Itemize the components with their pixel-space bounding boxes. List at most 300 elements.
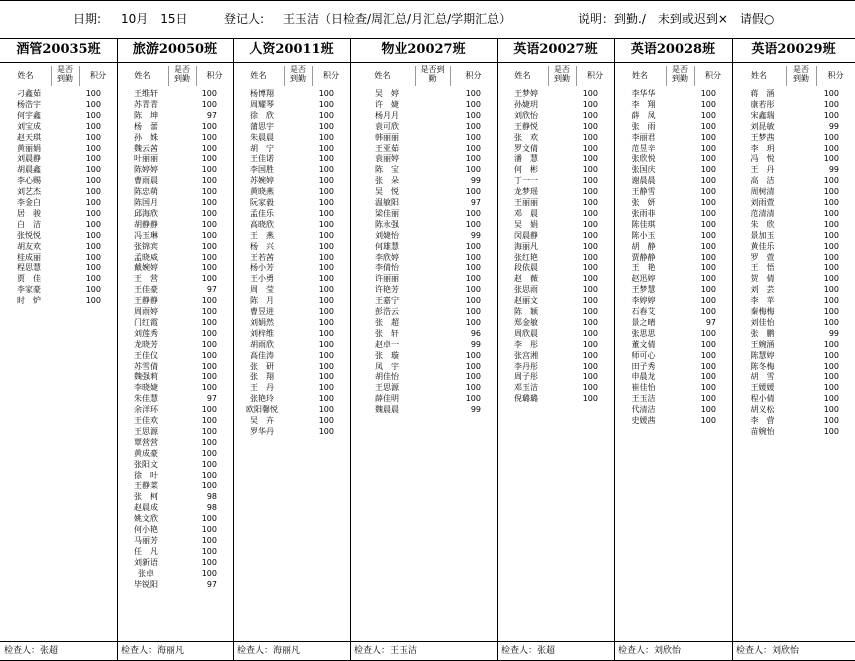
student-score: 100 xyxy=(582,198,598,207)
student-score: 99 xyxy=(470,339,481,349)
student-score: 100 xyxy=(823,394,839,404)
student-score: 100 xyxy=(85,176,101,186)
student-name: 苏婉婷 xyxy=(250,176,274,186)
student-name: 欧阳馨悦 xyxy=(246,405,278,415)
student-name: 赵丽文 xyxy=(514,296,538,306)
student-name: 薛佳明 xyxy=(375,394,399,404)
inspector-label: 检查人：海丽凡 xyxy=(121,646,185,656)
student-score: 100 xyxy=(700,143,716,153)
student-score: 100 xyxy=(582,208,598,218)
student-name: 王梦茜 xyxy=(750,132,775,142)
student-name: 龙晓芳 xyxy=(134,339,158,349)
student-name: 张 超 xyxy=(375,317,399,327)
student-score: 100 xyxy=(201,99,217,109)
student-score: 100 xyxy=(85,143,101,153)
student-name: 袁可欣 xyxy=(375,121,399,131)
student-name: 许艳芳 xyxy=(375,285,399,295)
student-name: 张 轩 xyxy=(375,328,399,338)
date-label: 日期: xyxy=(73,12,102,26)
student-score: 100 xyxy=(465,121,481,131)
student-name: 余洋环 xyxy=(134,405,158,415)
student-score: 100 xyxy=(582,187,598,197)
student-name: 朱晨晨 xyxy=(250,132,274,142)
student-name: 刘艺杰 xyxy=(17,187,41,197)
student-name: 孙婕玥 xyxy=(514,99,538,109)
student-score: 100 xyxy=(201,219,217,229)
student-score: 100 xyxy=(582,132,598,142)
student-name: 王静雪 xyxy=(631,187,656,197)
column-header-name: 姓名 xyxy=(134,71,151,80)
student-score: 100 xyxy=(465,219,481,229)
footer-divider xyxy=(732,641,733,660)
student-score: 100 xyxy=(582,154,598,164)
student-name: 任 凡 xyxy=(134,546,158,556)
student-name: 张 鹏 xyxy=(750,328,775,338)
student-name: 赵迅婷 xyxy=(631,274,656,284)
student-score: 100 xyxy=(318,208,334,218)
student-name: 王媛媛 xyxy=(750,383,775,393)
column-header-attendance: 是否到勤 xyxy=(174,65,190,83)
student-score: 100 xyxy=(85,110,101,120)
student-score: 100 xyxy=(700,230,716,240)
student-score: 100 xyxy=(700,361,716,371)
student-score: 100 xyxy=(700,198,716,207)
column-header-score: 积分 xyxy=(323,71,339,80)
student-score: 100 xyxy=(700,110,716,120)
student-name: 胡 雪 xyxy=(750,372,775,382)
student-score: 100 xyxy=(201,361,217,371)
student-score: 100 xyxy=(823,339,839,349)
student-score: 100 xyxy=(201,187,217,197)
footer-divider xyxy=(614,641,615,660)
student-name: 何小艳 xyxy=(134,525,158,534)
student-name: 张 研 xyxy=(250,361,274,371)
student-name: 丁一一 xyxy=(514,176,538,186)
student-name: 魏晨晨 xyxy=(375,405,399,415)
student-name: 袁丽婷 xyxy=(375,154,399,164)
column-header-divider xyxy=(450,66,451,86)
column-header-attendance: 是否到勤 xyxy=(57,65,73,83)
inspector-label: 检查人：刘欣怡 xyxy=(618,646,682,656)
student-score: 100 xyxy=(823,219,839,229)
student-name: 赵 薇 xyxy=(514,274,538,284)
student-score: 100 xyxy=(823,208,839,218)
inspector-label: 检查人：张超 xyxy=(4,646,59,656)
column-header-score: 积分 xyxy=(827,71,844,80)
student-name: 蒲思宇 xyxy=(250,121,274,131)
student-name: 景之晴 xyxy=(631,317,656,327)
student-score: 100 xyxy=(700,372,716,382)
inspector-label: 检查人：张超 xyxy=(501,646,556,656)
column-header-name: 姓名 xyxy=(374,71,391,80)
column-header-attendance: 是否到勤 xyxy=(793,65,809,83)
student-score: 100 xyxy=(318,176,334,186)
student-name: 梁佳丽 xyxy=(375,208,399,218)
student-name: 王梦慧 xyxy=(631,285,656,295)
student-score: 100 xyxy=(465,252,481,262)
student-score: 100 xyxy=(318,426,334,436)
student-score: 100 xyxy=(582,241,598,251)
column-header-name: 姓名 xyxy=(751,71,767,80)
student-score: 100 xyxy=(85,285,101,295)
student-score: 100 xyxy=(823,230,839,240)
student-name: 景加玉 xyxy=(750,230,775,240)
student-name: 田子秀 xyxy=(631,361,656,371)
student-name: 胡友欢 xyxy=(17,241,41,251)
student-name: 石春艾 xyxy=(631,307,656,316)
student-score: 100 xyxy=(201,274,217,284)
student-score: 100 xyxy=(201,448,217,458)
student-name: 胡 静 xyxy=(631,241,656,251)
student-name: 刘欣怡 xyxy=(514,110,538,120)
legend-label: 说明：到勤./ 未到或迟到× 请假○ xyxy=(578,12,775,26)
student-name: 曹昱进 xyxy=(250,307,274,316)
student-score: 100 xyxy=(318,383,334,393)
student-name: 徐 叶 xyxy=(134,470,158,480)
student-name: 王 丹 xyxy=(250,383,274,393)
student-score: 100 xyxy=(582,274,598,284)
student-name: 龙梦瑶 xyxy=(514,187,538,197)
column-header-divider xyxy=(576,66,577,86)
student-name: 段依晨 xyxy=(514,263,538,273)
student-name: 吴 卉 xyxy=(250,416,274,425)
student-score: 100 xyxy=(465,394,481,404)
student-score: 100 xyxy=(700,176,716,186)
student-score: 100 xyxy=(201,416,217,425)
student-score: 100 xyxy=(582,339,598,349)
column-header-score: 积分 xyxy=(705,71,721,80)
student-score: 100 xyxy=(85,132,101,142)
student-score: 100 xyxy=(318,143,334,153)
student-name: 张宫湘 xyxy=(514,350,538,360)
column-header-score: 积分 xyxy=(206,71,223,80)
column-header-attendance: 是否到勤 xyxy=(554,65,570,83)
student-name: 桂成丽 xyxy=(17,252,41,262)
class-section-1 xyxy=(0,38,117,641)
student-name: 王亚茹 xyxy=(375,143,399,153)
student-score: 100 xyxy=(700,383,716,393)
student-name: 史媛茜 xyxy=(631,416,656,425)
student-name: 冯 悦 xyxy=(750,154,775,164)
student-name: 代清洁 xyxy=(631,405,656,415)
student-score: 100 xyxy=(85,230,101,240)
student-name: 王静悦 xyxy=(514,121,538,131)
column-header-name: 姓名 xyxy=(250,71,267,80)
student-score: 100 xyxy=(318,219,334,229)
column-header-divider xyxy=(816,66,817,86)
student-name: 刘晨静 xyxy=(17,154,41,164)
column-header-name: 姓名 xyxy=(632,71,648,80)
class-section-3 xyxy=(233,38,350,641)
student-score: 100 xyxy=(201,317,217,327)
student-name: 贾 佳 xyxy=(17,274,41,284)
student-score: 100 xyxy=(823,110,839,120)
student-name: 毕锐阳 xyxy=(134,579,158,589)
student-name: 刘婕怡 xyxy=(375,230,399,240)
column-header-divider xyxy=(284,66,285,86)
student-score: 100 xyxy=(823,296,839,306)
student-name: 王 燕 xyxy=(250,230,274,240)
student-score: 100 xyxy=(823,350,839,360)
student-name: 吴 悦 xyxy=(375,187,399,197)
student-name: 胡义松 xyxy=(750,405,775,415)
student-score: 100 xyxy=(201,121,217,131)
student-name: 陈婷婷 xyxy=(134,165,158,175)
student-score: 100 xyxy=(318,132,334,142)
student-score: 99 xyxy=(828,165,839,175)
student-name: 黄晓燕 xyxy=(250,187,274,197)
student-name: 陈慧婷 xyxy=(750,350,775,360)
student-score: 97 xyxy=(206,110,217,120)
student-score: 100 xyxy=(582,121,598,131)
student-name: 蒋 涵 xyxy=(750,89,775,98)
student-score: 100 xyxy=(700,416,716,425)
class-title: 英语20029班 xyxy=(751,42,836,57)
student-score: 100 xyxy=(318,165,334,175)
student-score: 100 xyxy=(465,154,481,164)
student-score: 100 xyxy=(582,110,598,120)
student-name: 刘莲秀 xyxy=(134,328,158,338)
student-name: 王梦婷 xyxy=(514,89,538,98)
student-score: 99 xyxy=(470,176,481,186)
student-name: 王 丹 xyxy=(750,165,775,175)
footer-divider xyxy=(350,641,351,660)
student-name: 王若茜 xyxy=(250,252,274,262)
student-name: 王婉涵 xyxy=(750,339,775,349)
column-header-name: 姓名 xyxy=(17,71,34,80)
student-score: 100 xyxy=(582,383,598,393)
student-name: 邓 晨 xyxy=(514,208,538,218)
student-score: 100 xyxy=(700,165,716,175)
student-name: 许丽丽 xyxy=(375,274,399,284)
student-score: 100 xyxy=(700,405,716,415)
student-score: 100 xyxy=(465,99,481,109)
student-name: 陈冬梅 xyxy=(750,361,775,371)
student-name: 李婷婷 xyxy=(631,296,656,306)
student-score: 100 xyxy=(465,372,481,382)
student-score: 100 xyxy=(465,274,481,284)
student-name: 王 悟 xyxy=(750,263,775,273)
student-name: 李 苹 xyxy=(750,296,775,306)
student-score: 100 xyxy=(201,252,217,262)
student-name: 杨 蕾 xyxy=(134,121,158,131)
inspector-label: 检查人：海丽凡 xyxy=(237,646,301,656)
column-header-attendance: 是否到勤 xyxy=(290,65,306,83)
student-score: 100 xyxy=(823,176,839,186)
student-name: 胡晨鑫 xyxy=(17,165,41,175)
student-score: 100 xyxy=(318,285,334,295)
student-name: 居 骏 xyxy=(17,208,41,218)
student-name: 张 柯 xyxy=(134,492,158,502)
student-name: 张 翔 xyxy=(250,372,274,382)
student-score: 100 xyxy=(823,285,839,295)
student-name: 李倩怡 xyxy=(375,263,399,273)
student-score: 100 xyxy=(465,361,481,371)
student-name: 王 艳 xyxy=(631,263,656,273)
student-score: 100 xyxy=(823,187,839,197)
column-header-score: 积分 xyxy=(465,71,482,80)
student-name: 张雨菲 xyxy=(631,208,656,218)
class-title: 物业20027班 xyxy=(381,42,466,57)
student-name: 王小勇 xyxy=(250,274,274,284)
student-name: 胡静静 xyxy=(134,219,158,229)
student-name: 范昱辛 xyxy=(631,143,656,153)
student-score: 100 xyxy=(201,296,217,306)
student-name: 覃营营 xyxy=(134,437,158,447)
student-score: 100 xyxy=(318,307,334,316)
student-score: 100 xyxy=(700,187,716,197)
student-name: 刘宝成 xyxy=(17,121,41,131)
student-score: 100 xyxy=(201,481,217,491)
student-name: 魏强莉 xyxy=(134,372,158,382)
student-name: 谢晨晨 xyxy=(631,176,656,186)
student-score: 100 xyxy=(823,426,839,436)
student-score: 100 xyxy=(318,274,334,284)
date-value: 10月 15日 xyxy=(121,12,188,26)
student-name: 王佳欢 xyxy=(134,416,158,425)
student-score: 100 xyxy=(823,198,839,207)
student-score: 100 xyxy=(201,459,217,469)
student-name: 张悦悦 xyxy=(17,230,41,240)
student-name: 贺 倩 xyxy=(750,274,775,284)
student-name: 阮家毅 xyxy=(250,198,274,207)
student-name: 姚文欣 xyxy=(134,514,158,524)
student-score: 100 xyxy=(700,154,716,164)
student-score: 100 xyxy=(700,99,716,109)
student-score: 100 xyxy=(318,263,334,273)
class-title: 英语20027班 xyxy=(513,42,598,57)
student-score: 100 xyxy=(700,285,716,295)
student-name: 崔佳怡 xyxy=(631,383,656,393)
student-name: 何雄慧 xyxy=(375,241,399,251)
student-name: 张红艳 xyxy=(514,252,538,262)
student-score: 100 xyxy=(465,383,481,393)
student-name: 张锦宾 xyxy=(134,241,158,251)
student-score: 100 xyxy=(318,405,334,415)
column-header-name: 姓名 xyxy=(514,71,531,80)
student-name: 李心赐 xyxy=(17,176,41,186)
student-name: 陈永强 xyxy=(375,219,399,229)
student-name: 曹雨晨 xyxy=(134,176,158,186)
registrar-label: 登记人: xyxy=(224,12,265,26)
student-score: 100 xyxy=(823,274,839,284)
student-score: 100 xyxy=(465,143,481,153)
student-score: 100 xyxy=(201,328,217,338)
student-score: 100 xyxy=(582,89,598,98)
column-header-divider xyxy=(694,66,695,86)
student-score: 100 xyxy=(85,187,101,197)
student-name: 叶丽丽 xyxy=(134,154,158,164)
student-score: 100 xyxy=(318,296,334,306)
student-score: 100 xyxy=(85,296,101,306)
student-score: 100 xyxy=(582,296,598,306)
student-score: 100 xyxy=(465,296,481,306)
student-name: 李 翔 xyxy=(631,99,656,109)
student-score: 100 xyxy=(318,252,334,262)
student-name: 张阳文 xyxy=(134,459,158,469)
student-name: 韩丽丽 xyxy=(375,132,399,142)
student-name: 李华华 xyxy=(631,89,656,98)
student-name: 师可心 xyxy=(631,350,656,360)
student-score: 99 xyxy=(470,405,481,415)
student-name: 李丹彤 xyxy=(514,361,538,371)
student-score: 100 xyxy=(201,405,217,415)
student-score: 100 xyxy=(465,307,481,316)
student-name: 赵天琪 xyxy=(17,132,41,142)
student-name: 孟晓威 xyxy=(134,252,158,262)
student-score: 100 xyxy=(823,372,839,382)
student-score: 100 xyxy=(201,437,217,447)
student-score: 100 xyxy=(700,132,716,142)
student-name: 黄成豪 xyxy=(134,448,158,458)
student-name: 苏青青 xyxy=(134,99,158,109)
student-name: 海丽凡 xyxy=(514,241,538,251)
student-name: 杨月月 xyxy=(375,110,399,120)
student-name: 陈小玉 xyxy=(631,230,656,240)
student-name: 张欣悦 xyxy=(631,154,656,164)
student-score: 100 xyxy=(582,99,598,109)
class-title: 人资20011班 xyxy=(249,42,334,57)
student-name: 李 彤 xyxy=(514,339,538,349)
student-score: 100 xyxy=(823,132,839,142)
student-score: 100 xyxy=(201,165,217,175)
student-name: 张思思 xyxy=(631,328,656,338)
student-score: 100 xyxy=(85,219,101,229)
student-score: 100 xyxy=(201,263,217,273)
student-score: 100 xyxy=(318,198,334,207)
student-score: 100 xyxy=(582,361,598,371)
student-name: 胡佳怡 xyxy=(375,372,399,382)
student-score: 100 xyxy=(85,208,101,218)
student-name: 张 妍 xyxy=(631,198,656,207)
student-name: 张思雨 xyxy=(514,285,538,295)
student-score: 100 xyxy=(582,285,598,295)
student-name: 王丽丽 xyxy=(514,198,538,207)
student-score: 100 xyxy=(318,372,334,382)
student-name: 黄丽娟 xyxy=(17,143,41,153)
column-header-divider xyxy=(312,66,313,86)
student-name: 李 营 xyxy=(750,416,775,425)
column-header-attendance: 是否到勤 xyxy=(672,65,688,83)
student-score: 100 xyxy=(465,132,481,142)
student-name: 赵卓一 xyxy=(375,339,399,349)
student-score: 100 xyxy=(700,307,716,316)
student-score: 100 xyxy=(201,557,217,567)
student-score: 100 xyxy=(85,121,101,131)
student-score: 96 xyxy=(470,328,481,338)
student-name: 徐 欣 xyxy=(250,110,274,120)
student-name: 张 雨 xyxy=(631,121,656,131)
class-section-2 xyxy=(117,38,233,641)
student-score: 100 xyxy=(318,187,334,197)
student-score: 100 xyxy=(201,339,217,349)
student-name: 张卓 xyxy=(138,568,154,578)
student-name: 刘娟然 xyxy=(250,317,274,327)
student-name: 康若彤 xyxy=(750,99,775,109)
student-score: 100 xyxy=(823,405,839,415)
student-score: 100 xyxy=(201,568,217,578)
student-score: 100 xyxy=(582,394,598,404)
student-name: 张 朵 xyxy=(375,176,399,186)
class-section-6 xyxy=(614,38,732,641)
student-score: 100 xyxy=(318,328,334,338)
student-score: 100 xyxy=(823,241,839,251)
student-score: 100 xyxy=(85,252,101,262)
student-name: 陈佳琪 xyxy=(631,219,656,229)
student-score: 99 xyxy=(828,328,839,338)
student-name: 薛 凤 xyxy=(631,110,656,120)
student-name: 申晨龙 xyxy=(631,372,656,382)
